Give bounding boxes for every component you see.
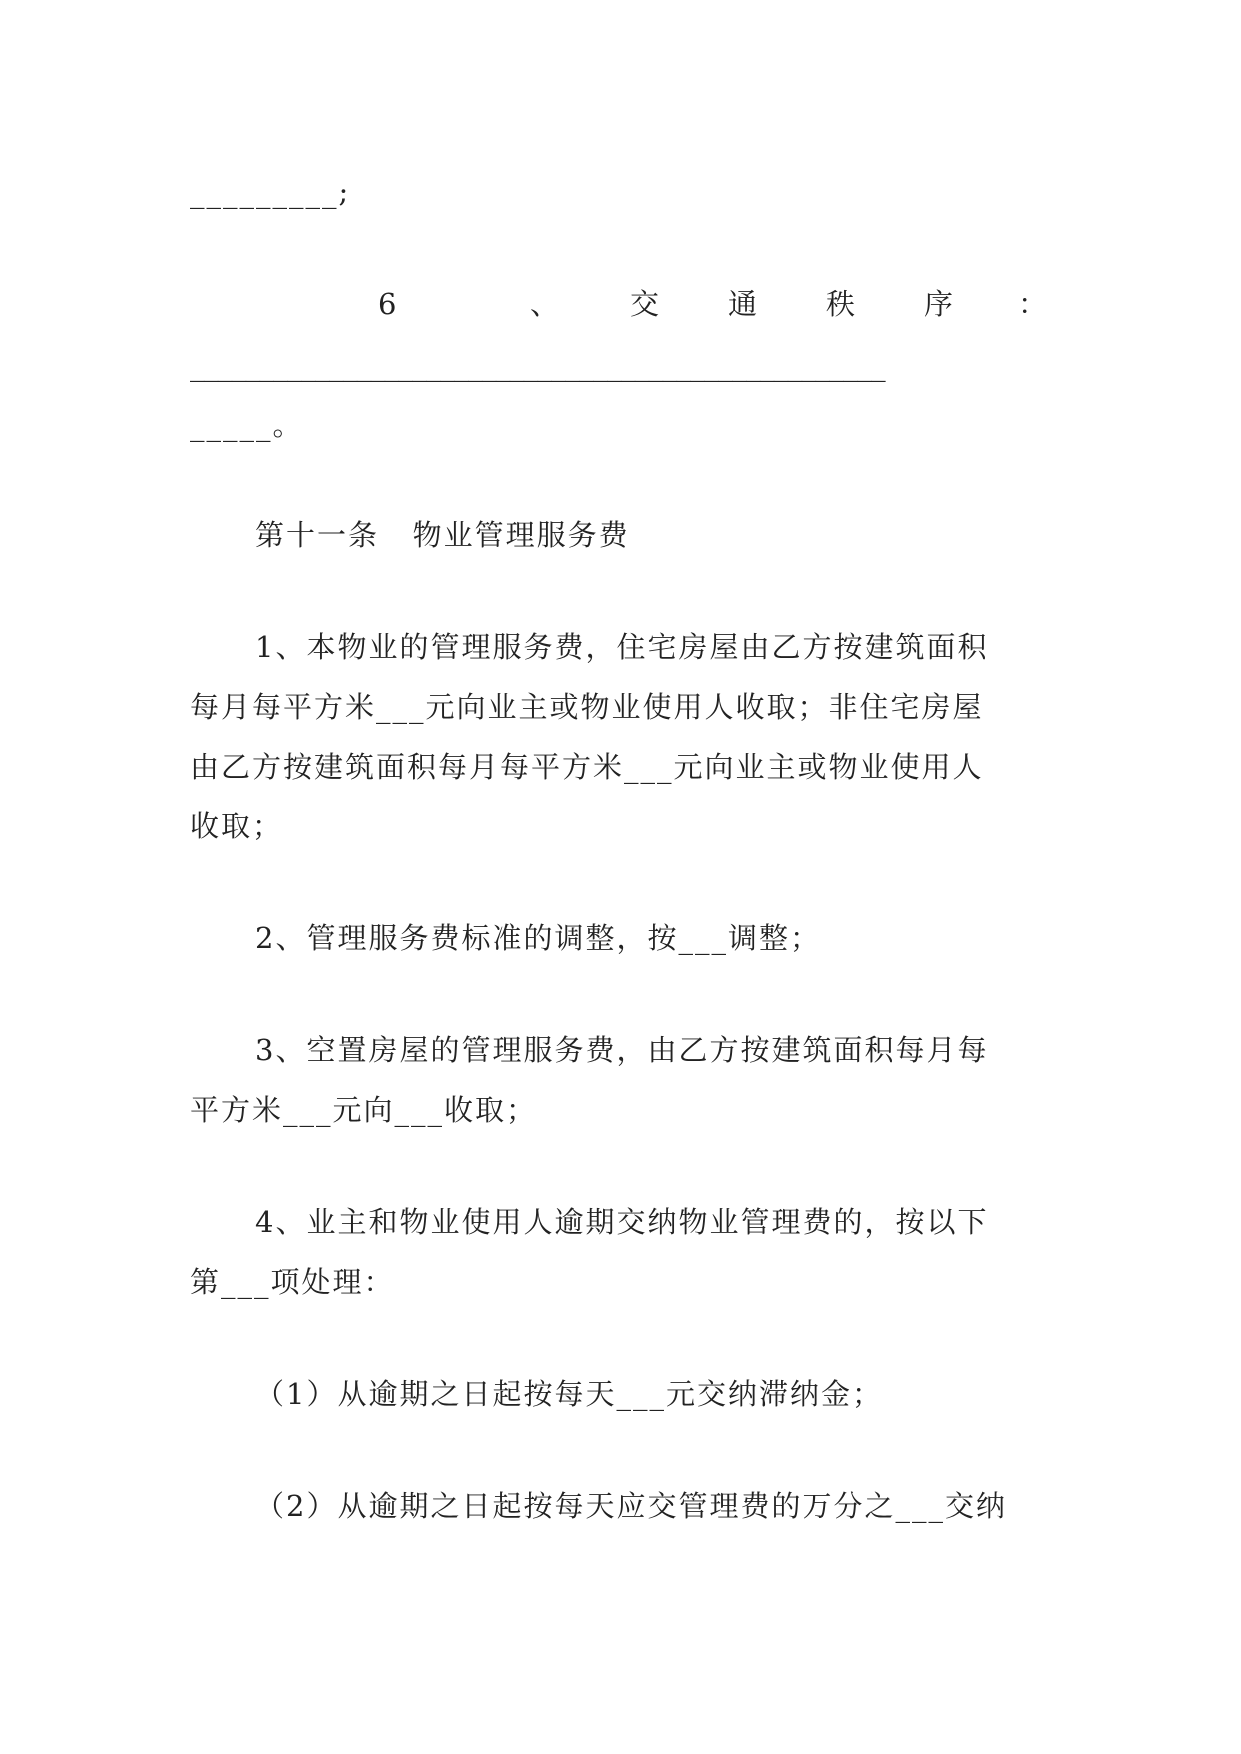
paragraph-line: 第___项处理： (190, 1265, 395, 1299)
paragraph-line: 2、管理服务费标准的调整，按___调整； (255, 921, 821, 955)
paragraph-line: 1、本物业的管理服务费，住宅房屋由乙方按建筑面积 (255, 630, 989, 664)
text-line-blank: _________; (190, 175, 351, 209)
item-separator: 、 (530, 287, 560, 321)
paragraph-line: 3、空置房屋的管理服务费，由乙方按建筑面积每月每 (255, 1033, 989, 1067)
item-char: 序 (924, 287, 954, 321)
item-char: 交 (630, 287, 660, 321)
item-number: 6 (378, 287, 397, 321)
paragraph-line: 平方米___元向___收取； (190, 1093, 538, 1127)
paragraph-line: 收取； (190, 809, 284, 843)
paragraph-line: 由乙方按建筑面积每月每平方米___元向业主或物业使用人 (190, 750, 984, 784)
paragraph-line: 4、业主和物业使用人逾期交纳物业管理费的，按以下 (255, 1205, 989, 1239)
list-item: （1）从逾期之日起按每天___元交纳滞纳金； (255, 1377, 883, 1411)
section-heading: 第十一条 物业管理服务费 (255, 518, 630, 552)
item-colon: ： (1018, 287, 1048, 321)
paragraph-line: 每月每平方米___元向业主或物业使用人收取；非住宅房屋 (190, 690, 984, 724)
item-char: 通 (728, 287, 758, 321)
fill-in-rule-tail: _____。 (190, 408, 304, 442)
item-char: 秩 (826, 287, 856, 321)
fill-in-rule: __________________________________________________ (190, 348, 886, 382)
list-item: （2）从逾期之日起按每天应交管理费的万分之___交纳 (255, 1489, 1007, 1523)
